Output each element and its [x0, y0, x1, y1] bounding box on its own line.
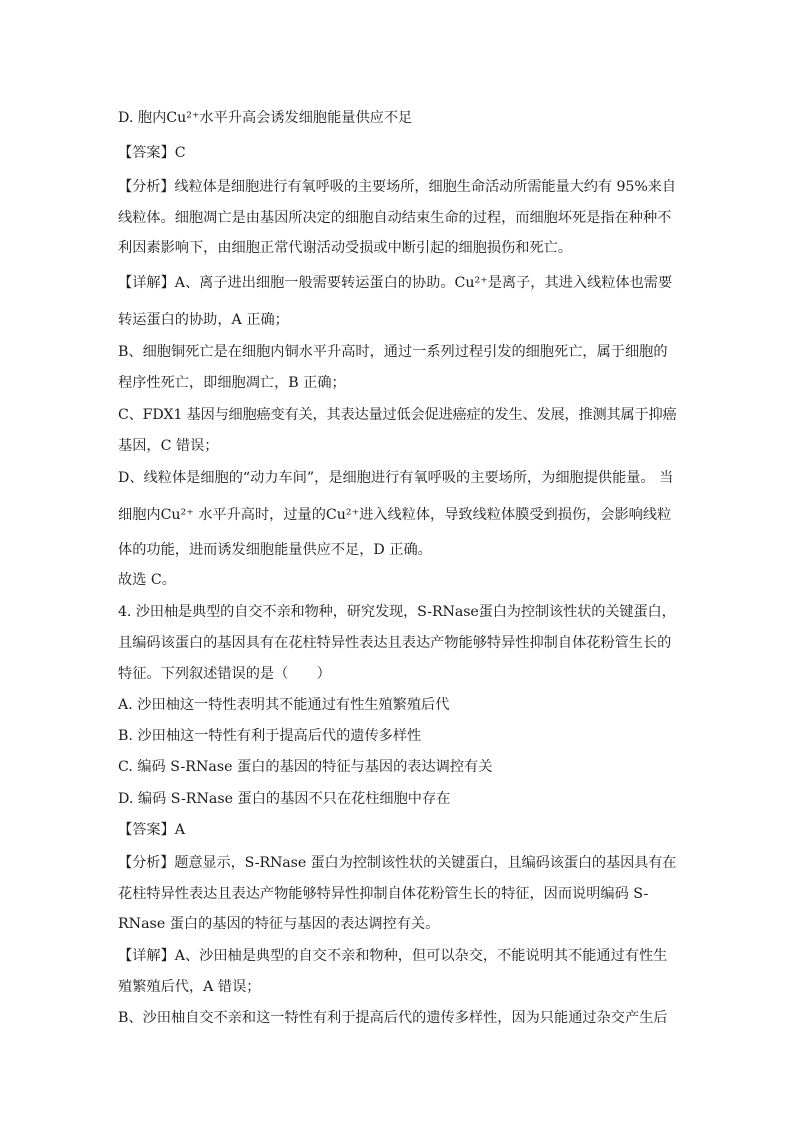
answer-q3: 【答案】C	[118, 145, 186, 161]
detail-q4-a-line1: 【详解】A、沙田柚是典型的自交不亲和物种，但可以杂交，不能说明其不能通过有性生	[118, 948, 668, 964]
analysis-q3-line3: 利因素影响下，由细胞正常代谢活动受损或中断引起的细胞损伤和死亡。	[118, 240, 573, 256]
detail-q3-d-line2: 细胞内Cu²⁺ 水平升高时，过量的Cu²⁺进入线粒体，导致线粒体膜受到损伤，会影响线粒	[118, 507, 672, 523]
option-d-q4: D. 编码 S-RNase 蛋白的基因不只在花柱细胞中存在	[118, 791, 451, 807]
detail-q3-c-line2: 基因，C 错误；	[118, 438, 219, 454]
analysis-q3-line1: 【分析】线粒体是细胞进行有氧呼吸的主要场所，细胞生命活动所需能量大约有 95%来自	[118, 179, 676, 195]
answer-q4: 【答案】A	[118, 822, 185, 838]
detail-q3-d-line3: 体的功能，进而诱发细胞能量供应不足，D 正确。	[118, 542, 432, 558]
option-d-q3: D. 胞内Cu²⁺水平升高会诱发细胞能量供应不足	[118, 110, 413, 126]
question-4-line1: 4. 沙田柚是典型的自交不亲和物种，研究发现，S-RNase蛋白为控制该性状的关键蛋白，	[118, 604, 676, 620]
detail-q4-a-line2: 殖繁殖后代，A 错误；	[118, 979, 261, 995]
question-4-line2: 且编码该蛋白的基因具有在花柱特异性表达且表达产物能够特异性抑制自体花粉管生长的	[118, 635, 672, 651]
option-c-q4: C. 编码 S-RNase 蛋白的基因的特征与基因的表达调控有关	[118, 759, 493, 775]
detail-q3-c-line1: C、FDX1 基因与细胞癌变有关，其表达量过低会促进癌症的发生、发展，推测其属于抑癌	[118, 407, 677, 423]
analysis-q3-line2: 线粒体。细胞凋亡是由基因所决定的细胞自动结束生命的过程，而细胞坏死是指在种种不	[118, 210, 672, 226]
analysis-q4-line3: RNase 蛋白的基因的特征与基因的表达调控有关。	[118, 916, 440, 932]
conclusion-q3: 故选 C。	[118, 572, 176, 588]
analysis-q4-line1: 【分析】题意显示，S-RNase 蛋白为控制该性状的关键蛋白，且编码该蛋白的基因具有在	[118, 855, 677, 871]
detail-q4-b-line1: B、沙田柚自交不亲和这一特性有利于提高后代的遗传多样性，因为只能通过杂交产生后	[118, 1010, 668, 1026]
detail-q3-b-line1: B、细胞铜死亡是在细胞内铜水平升高时，通过一系列过程引发的细胞死亡，属于细胞的	[118, 344, 668, 360]
analysis-q4-line2: 花柱特异性表达且表达产物能够特异性抑制自体花粉管生长的特征，因而说明编码 S-	[118, 886, 649, 902]
detail-q3-b-line2: 程序性死亡，即细胞凋亡，B 正确；	[118, 375, 346, 391]
detail-q3-a-line1: 【详解】A、离子进出细胞一般需要转运蛋白的协助。Cu²⁺是离子，其进入线粒体也需要	[118, 275, 673, 291]
option-a-q4: A. 沙田柚这一特性表明其不能通过有性生殖繁殖后代	[118, 697, 450, 713]
question-4-line3: 特征。下列叙述错误的是（ ）	[118, 666, 331, 682]
detail-q3-d-line1: D、线粒体是细胞的“动力车间”，是细胞进行有氧呼吸的主要场所，为细胞提供能量。 当	[118, 470, 674, 486]
detail-q3-a-line2: 转运蛋白的协助，A 正确；	[118, 312, 289, 328]
option-b-q4: B. 沙田柚这一特性有利于提高后代的遗传多样性	[118, 728, 422, 744]
